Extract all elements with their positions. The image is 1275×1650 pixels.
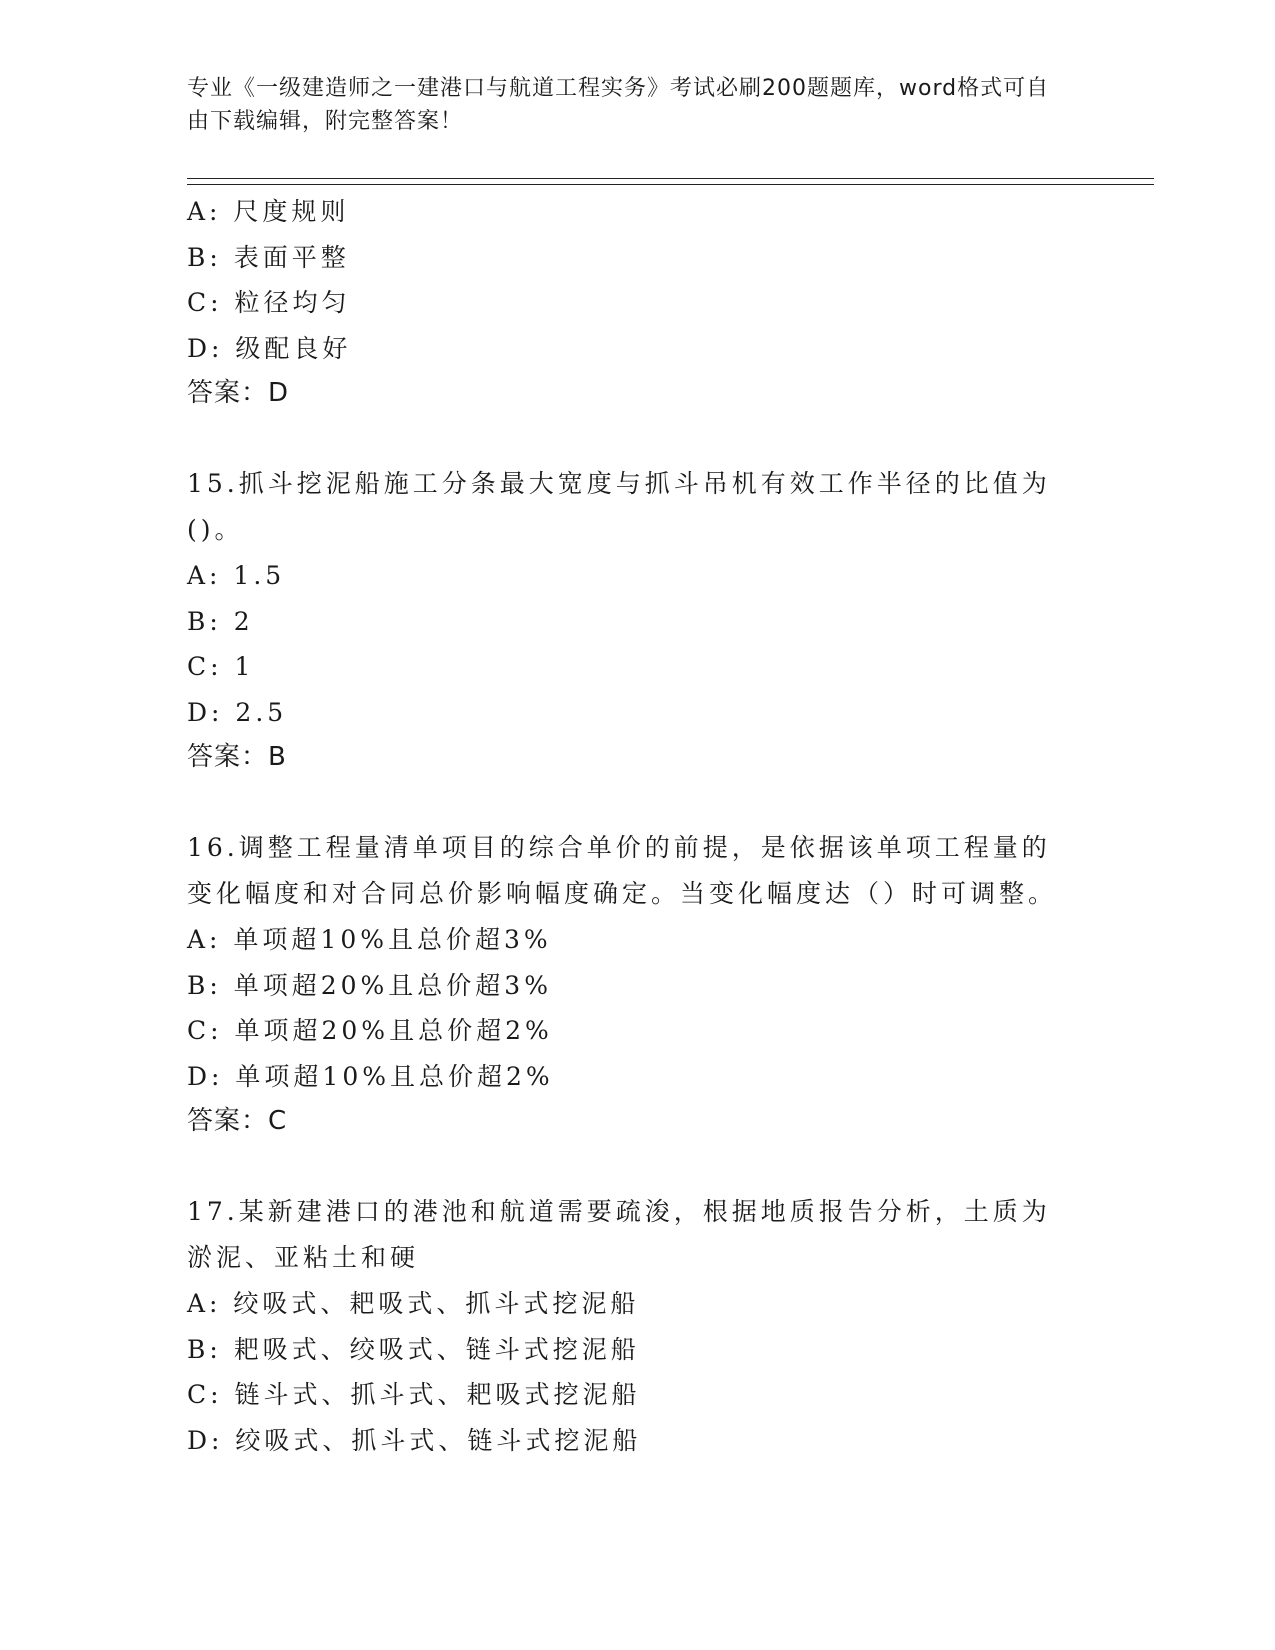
- option-b: B: 2: [187, 606, 254, 636]
- answer-line: 答案：D: [187, 378, 290, 408]
- answer-line: 答案：B: [187, 742, 287, 772]
- question-stem: 17.某新建港口的港池和航道需要疏浚，根据地质报告分析，土质为淤泥、亚粘土和硬: [187, 1197, 1051, 1272]
- header-double-rule: [187, 178, 1154, 185]
- question-content: [187, 189, 1087, 1463]
- spacer: [187, 780, 1087, 825]
- spacer: [187, 416, 1087, 461]
- answer-line: 答案：C: [187, 1106, 288, 1136]
- option-a: A: 单项超10%且总价超3%: [187, 925, 552, 954]
- question-16: [187, 825, 1087, 1144]
- option-c: C: 1: [187, 652, 255, 681]
- page-header-title: 专业《一级建造师之一建港口与航道工程实务》考试必刷200题题库，word格式可自由下载编辑，附完整答案！: [187, 76, 1050, 134]
- option-b: B: 表面平整: [187, 242, 350, 272]
- question-17: [187, 1189, 1087, 1463]
- option-a: A: 绞吸式、耙吸式、抓斗式挖泥船: [187, 1289, 640, 1318]
- question-14-tail: [187, 189, 1087, 416]
- option-a: A: 1.5: [187, 561, 286, 590]
- option-d: D: 单项超10%且总价超2%: [187, 1061, 554, 1091]
- option-c: C: 链斗式、抓斗式、耙吸式挖泥船: [187, 1380, 641, 1409]
- option-b: B: 耙吸式、绞吸式、链斗式挖泥船: [187, 1334, 640, 1364]
- option-c: C: 单项超20%且总价超2%: [187, 1016, 553, 1045]
- option-d: D: 级配良好: [187, 333, 352, 363]
- option-d: D: 绞吸式、抓斗式、链斗式挖泥船: [187, 1425, 642, 1455]
- question-stem: 15.抓斗挖泥船施工分条最大宽度与抓斗吊机有效工作半径的比值为()。: [187, 469, 1051, 544]
- question-15: [187, 461, 1087, 780]
- option-a: A: 尺度规则: [187, 197, 350, 226]
- spacer: [187, 1144, 1087, 1189]
- option-c: C: 粒径均匀: [187, 288, 351, 317]
- option-b: B: 单项超20%且总价超3%: [187, 970, 552, 1000]
- question-stem: 16.调整工程量清单项目的综合单价的前提，是依据该单项工程量的变化幅度和对合同总价影响幅度确定。当变化幅度达（）时可调整。: [187, 833, 1058, 908]
- option-d: D: 2.5: [187, 697, 288, 727]
